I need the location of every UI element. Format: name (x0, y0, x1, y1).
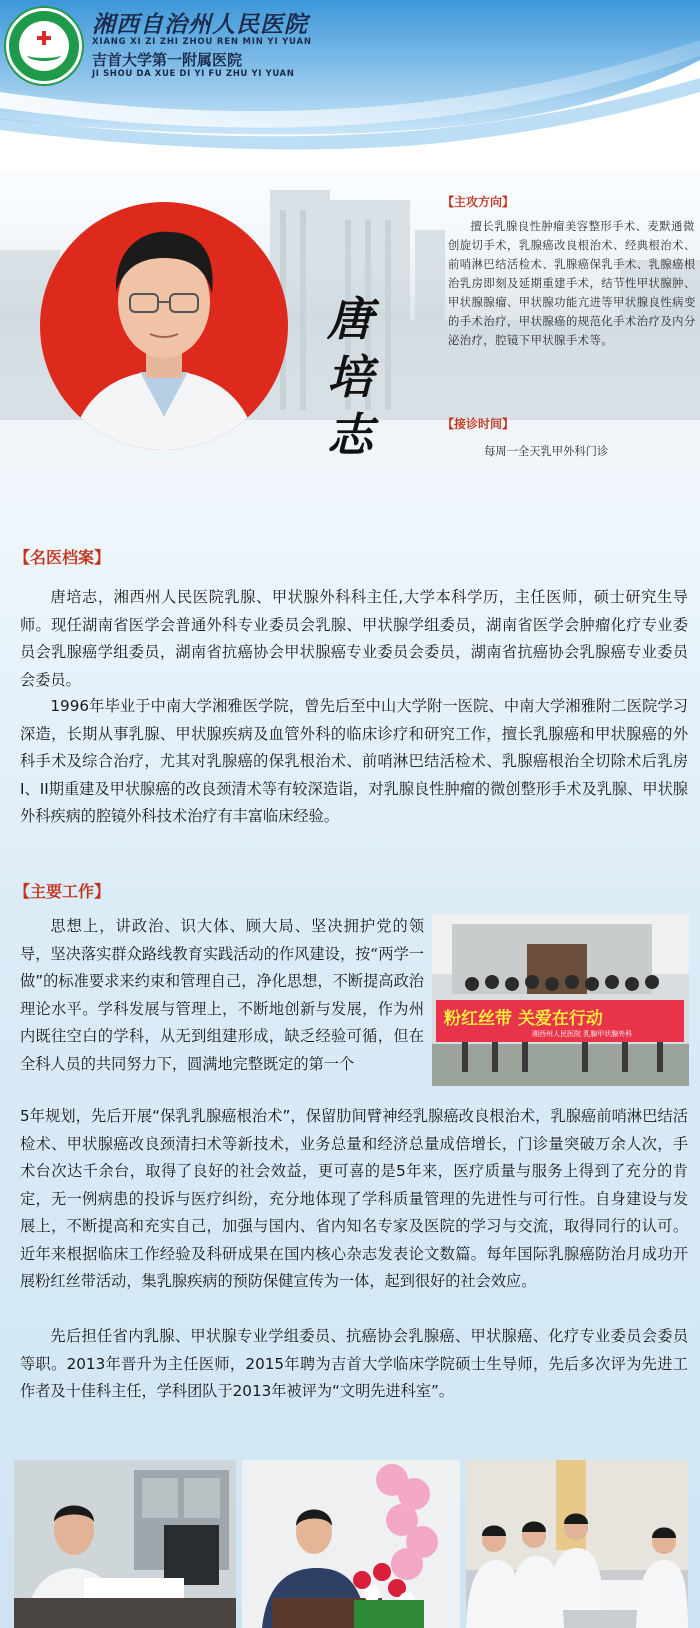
work-paragraph-1-wrapped: 思想上，讲政治、识大体、顾大局、坚决拥护党的领导，坚决落实群众路线教育实践活动的作风建设，按“两学一做”的标准要求来约束和管理自己，净化思想，不断提高政治理论水平。学科发展与管理上，不断地创新与发展，作为州内既往空白的学科，从无到组建形成，缺乏经验可循，但在全科人员的共同努力下，圆满地完整既定的第一个 (20, 917, 424, 1073)
specialty-label: 【主攻方向】 (442, 195, 515, 209)
hospital-name: 湘西自治州人民医院 (92, 11, 308, 38)
archive-paragraph-2: 1996年毕业于中南大学湘雅医学院，曾先后至中山大学附一医院、中南大学湘雅附二医院学习深造，长期从事乳腺、甲状腺疾病及血管外科的临床诊疗和研究工作，擅长乳腺癌和甲状腺癌的外科手术及综合治疗，尤其对乳腺癌的保乳根治术、前哨淋巴结活检术、乳腺癌根治全切除术后乳房I、II期重建及甲状腺癌的改良颈清术等有较深造诣，对乳腺良性肿瘤的微创整形手术及乳腺、甲状腺外科疾病的腔镜外科技术治疗有丰富临床经验。 (20, 697, 688, 825)
clinic-time-label: 【接诊时间】 (442, 417, 515, 431)
doctor-name-vertical (322, 290, 378, 464)
archive-paragraph-1: 唐培志，湘西州人民医院乳腺、甲状腺外科科主任,大学本科学历，主任医师，硕士研究生导师。现任湖南省医学会普通外科专业委员会乳腺、甲状腺学组委员，湖南省医学会肿瘤化疗专业委员会乳腺癌学组委员，湖南省抗癌协会甲状腺癌专业委员会委员，湖南省抗癌协会乳腺癌专业委员会委员。 (20, 588, 688, 689)
archive-section-title: 【名医档案】 (14, 548, 111, 567)
doctor-name-char: 唐 (327, 292, 373, 346)
university-name-pinyin: JI SHOU DA XUE DI YI FU ZHU YI YUAN (92, 69, 295, 79)
university-name: 吉首大学第一附属医院 (92, 51, 243, 69)
hospital-logo (6, 8, 82, 84)
red-cross-icon (37, 31, 51, 45)
ceremony-photo (242, 1460, 460, 1628)
doctor-portrait (40, 202, 288, 450)
doctor-name-char: 志 (327, 408, 373, 462)
pink-ribbon-group-photo (432, 914, 689, 1086)
banner-text: 粉红丝带 关爱在行动 (444, 1009, 603, 1029)
doctor-name-char: 培 (327, 350, 373, 404)
work-paragraph-2: 先后担任省内乳腺、甲状腺专业学组委员、抗癌协会乳腺癌、甲状腺癌、化疗专业委员会委员等职。2013年晋升为主任医师，2015年聘为吉首大学临床学院硕士生导师，先后多次评为先进工作者及十佳科主任，学科团队于2013年被评为“文明先进科室”。 (20, 1327, 688, 1400)
clinic-time-text: 每周一全天乳甲外科门诊 (484, 445, 609, 458)
work-section-title: 【主要工作】 (14, 882, 111, 901)
work-paragraph-1-continued: 5年规划，先后开展“保乳乳腺癌根治术”，保留肋间臂神经乳腺癌改良根治术，乳腺癌前哨淋巴结活检术、甲状腺癌改良颈清扫术等新技术，业务总量和经济总量成倍增长，门诊量突破万余人次，手术台次达千余台，取得了良好的社会效益，更可喜的是5年来，医疗质量与服务上得到了充分的肯定，无一例病患的投诉与医疗纠纷，充分地体现了学科质量管理的先进性与可行性。自身建设与发展上，不断提高和充实自己，加强与国内、省内知名专家及医院的学习与交流，取得同行的认可。近年来根据临床工作经验及科研成果在国内核心杂志发表论文数篇。每年国际乳腺癌防治月成功开展粉红丝带活动，集乳腺疾病的预防保健宣传为一体，起到很好的社会效应。 (20, 1107, 688, 1290)
consultation-photo (14, 1460, 236, 1628)
ward-round-photo (466, 1460, 688, 1628)
banner-subtext: 湘西州人民医院 乳腺甲状腺外科 (532, 1030, 633, 1038)
header-banner (0, 0, 700, 170)
specialty-text: 擅长乳腺良性肿瘤美容整形手术、麦默通微创旋切手术，乳腺癌改良根治术、经典根治术、前哨淋巴结活检术、乳腺癌保乳手术、乳腺癌根治乳房即刻及延期重建手术，结节性甲状腺肿、甲状腺腺瘤、甲状腺功能亢进等甲状腺良性病变的手术治疗，甲状腺癌的规范化手术治疗及内分泌治疗，腔镜下甲状腺手术等。 (448, 220, 696, 347)
hospital-name-pinyin: XIANG XI ZI ZHI ZHOU REN MIN YI YUAN (92, 37, 312, 47)
